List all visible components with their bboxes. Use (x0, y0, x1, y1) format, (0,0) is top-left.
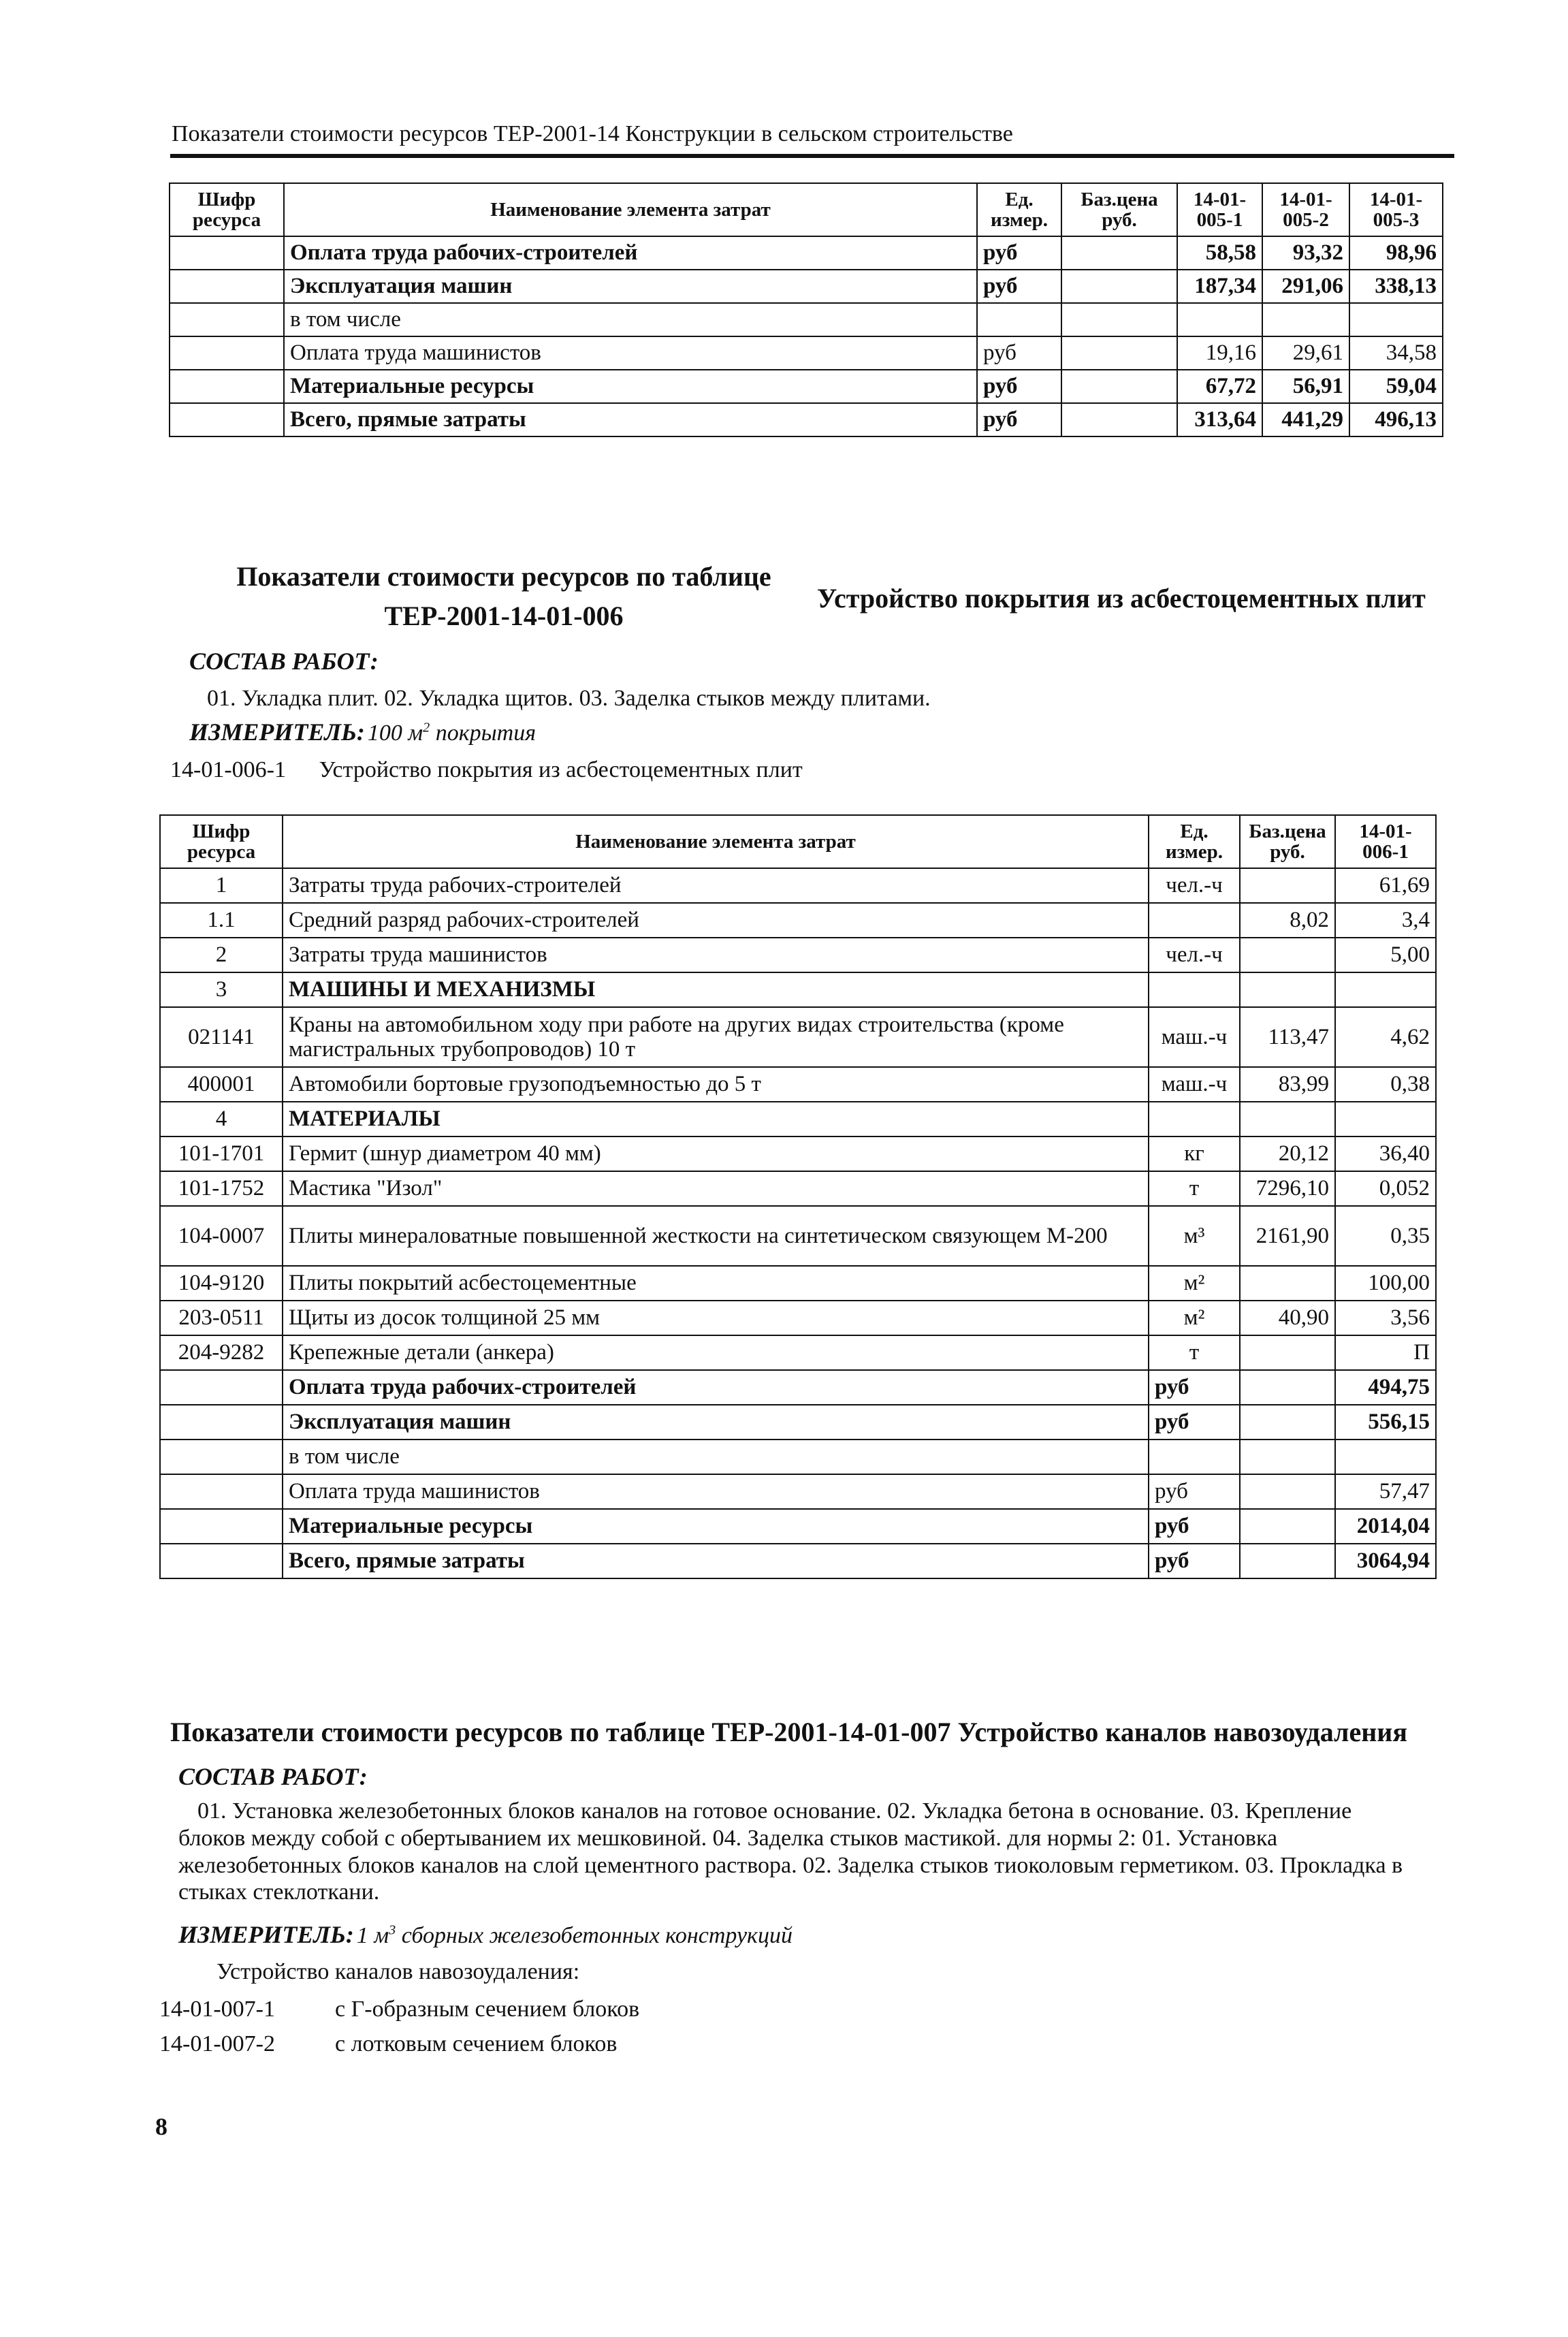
meter-label-006: ИЗМЕРИТЕЛЬ: (189, 718, 365, 746)
cell-code: 104-0007 (160, 1206, 283, 1266)
cell-name: в том числе (283, 1440, 1149, 1474)
cell-name: Плиты минераловатные повышенной жесткости на синтетическом связующем М-200 (283, 1206, 1149, 1266)
cell-code: 101-1752 (160, 1171, 283, 1206)
cell-value: 61,69 (1335, 868, 1436, 903)
cell-value: 34,58 (1349, 336, 1443, 370)
section-title-line-2: ТЕР-2001-14-01-006 (384, 601, 624, 631)
cell-price (1240, 1370, 1335, 1405)
cell-unit: руб (977, 270, 1061, 303)
col-header-norm: 14-01-006-1 (1335, 815, 1436, 868)
col-header-price: Баз.цена руб. (1240, 815, 1335, 868)
cell-price: 113,47 (1240, 1007, 1335, 1067)
cell-unit: кг (1149, 1136, 1240, 1171)
cell-code: 1.1 (160, 903, 283, 938)
cell-unit: руб (1149, 1474, 1240, 1509)
cell-price: 2161,90 (1240, 1206, 1335, 1266)
cell-price (1240, 1405, 1335, 1440)
table-row (160, 1206, 1436, 1266)
cell-price (1240, 972, 1335, 1007)
cell-unit: руб (977, 236, 1061, 270)
col-header-unit: Ед. измер. (1149, 815, 1240, 868)
cell-price: 83,99 (1240, 1067, 1335, 1102)
cell-unit: руб (977, 336, 1061, 370)
table-row (170, 270, 1443, 303)
cell-code: 2 (160, 938, 283, 972)
cell-unit: м² (1149, 1301, 1240, 1335)
cell-unit: маш.-ч (1149, 1067, 1240, 1102)
table-row (170, 370, 1443, 403)
cell-unit: маш.-ч (1149, 1007, 1240, 1067)
cell-name: в том числе (284, 303, 977, 336)
table-row (160, 1405, 1436, 1440)
table-row (160, 903, 1436, 938)
cell-unit: руб (1149, 1544, 1240, 1578)
cell-value: 187,34 (1177, 270, 1262, 303)
cell-value (1262, 303, 1349, 336)
cell-value: 0,052 (1335, 1171, 1436, 1206)
cell-code (160, 1440, 283, 1474)
cell-code: 203-0511 (160, 1301, 283, 1335)
section-title-006 (218, 557, 790, 636)
meter-line-007 (178, 1920, 793, 1949)
cell-code (160, 1370, 283, 1405)
cell-value: 100,00 (1335, 1266, 1436, 1301)
cell-unit: руб (1149, 1405, 1240, 1440)
works-text-007: 01. Установка железобетонных блоков каналов на готовое основание. 02. Укладка бетона в основание. 03. Крепление блоков между собой с обертыванием их мешковиной. 04. Заделка стыков мастикой. для нормы 2: 01. Установка железобетонных блоков каналов на слой цементного раствора. 02. Заделка стыков тиоколовым герметиком. 03. Прокладка в стыках стеклоткани. (178, 1798, 1403, 1905)
cell-value: 2014,04 (1335, 1509, 1436, 1544)
table-row (160, 938, 1436, 972)
table-row (160, 1474, 1436, 1509)
table-row (160, 1301, 1436, 1335)
cell-name: Затраты труда машинистов (283, 938, 1149, 972)
cell-price: 8,02 (1240, 903, 1335, 938)
cell-value: 56,91 (1262, 370, 1349, 403)
cell-unit: чел.-ч (1149, 868, 1240, 903)
cell-value: 338,13 (1349, 270, 1443, 303)
table-row (160, 1102, 1436, 1136)
cell-code: 4 (160, 1102, 283, 1136)
cell-value: 19,16 (1177, 336, 1262, 370)
cell-value: 494,75 (1335, 1370, 1436, 1405)
cell-value: 0,38 (1335, 1067, 1436, 1102)
cell-price: 40,90 (1240, 1301, 1335, 1335)
meter-value-007: 1 $м^3$ сборных железобетонных конструкций (356, 1922, 793, 1948)
table-body (160, 868, 1436, 1578)
cell-price (1061, 270, 1177, 303)
cell-name: Средний разряд рабочих-строителей (283, 903, 1149, 938)
cell-value: П (1335, 1335, 1436, 1370)
table-row (170, 236, 1443, 270)
cell-name: Оплата труда рабочих-строителей (284, 236, 977, 270)
table-row (170, 303, 1443, 336)
cell-name: Оплата труда рабочих-строителей (283, 1370, 1149, 1405)
cell-code: 104-9120 (160, 1266, 283, 1301)
cell-unit (977, 303, 1061, 336)
cell-unit: м³ (1149, 1206, 1240, 1266)
norm-item: 14-01-007-1 с Г-образным сечением блоков (159, 1997, 640, 2022)
cell-name: Плиты покрытий асбестоцементные (283, 1266, 1149, 1301)
cell-value: 93,32 (1262, 236, 1349, 270)
cell-price (1240, 1474, 1335, 1509)
table-row (160, 1509, 1436, 1544)
cell-price (1061, 403, 1177, 436)
table-row (160, 1370, 1436, 1405)
cell-price (1061, 303, 1177, 336)
cell-code (170, 303, 284, 336)
cell-unit (1149, 1102, 1240, 1136)
norm-name: Устройство покрытия из асбестоцементных плит (319, 757, 803, 782)
cell-name: Всего, прямые затраты (284, 403, 977, 436)
section-title-line-1: Показатели стоимости ресурсов по таблице (236, 561, 771, 592)
page-header-title: Показатели стоимости ресурсов ТЕР-2001-14 Конструкции в сельском строительстве (172, 121, 1013, 146)
cell-value: 291,06 (1262, 270, 1349, 303)
cell-unit (1149, 972, 1240, 1007)
cell-value: 3,56 (1335, 1301, 1436, 1335)
cell-value: 4,62 (1335, 1007, 1436, 1067)
cell-price: 7296,10 (1240, 1171, 1335, 1206)
cell-price: 20,12 (1240, 1136, 1335, 1171)
cell-name: МАШИНЫ И МЕХАНИЗМЫ (283, 972, 1149, 1007)
cell-value: 441,29 (1262, 403, 1349, 436)
cell-code (160, 1405, 283, 1440)
norm-code: 14-01-006-1 (170, 757, 286, 782)
cell-name: Крепежные детали (анкера) (283, 1335, 1149, 1370)
cell-price (1240, 1544, 1335, 1578)
cell-value (1335, 1440, 1436, 1474)
table-row (160, 1266, 1436, 1301)
cell-price (1240, 1266, 1335, 1301)
cell-code (160, 1509, 283, 1544)
table-row (160, 1136, 1436, 1171)
table-row (160, 1544, 1436, 1578)
col-header-code: Шифр ресурса (170, 183, 284, 236)
col-header-norm-3: 14-01-005-3 (1349, 183, 1443, 236)
cell-code: 3 (160, 972, 283, 1007)
cell-code: 400001 (160, 1067, 283, 1102)
cell-unit: руб (1149, 1509, 1240, 1544)
norm-item: 14-01-007-2 с лотковым сечением блоков (159, 2031, 618, 2056)
cell-value: 36,40 (1335, 1136, 1436, 1171)
cell-name: Гермит (шнур диаметром 40 мм) (283, 1136, 1149, 1171)
cell-price (1240, 1102, 1335, 1136)
cell-code: 101-1701 (160, 1136, 283, 1171)
cell-value: 556,15 (1335, 1405, 1436, 1440)
cell-code (170, 403, 284, 436)
table-body (170, 236, 1443, 436)
cell-code: 204-9282 (160, 1335, 283, 1370)
cell-unit: т (1149, 1335, 1240, 1370)
cell-name: Щиты из досок толщиной 25 мм (283, 1301, 1149, 1335)
cell-name: Материальные ресурсы (283, 1509, 1149, 1544)
cell-price (1240, 1440, 1335, 1474)
cell-value: 5,00 (1335, 938, 1436, 972)
intro-text-007: Устройство каналов навозоудаления: (217, 1959, 580, 1984)
cell-price (1061, 236, 1177, 270)
table-row (160, 1440, 1436, 1474)
col-header-unit: Ед. измер. (977, 183, 1061, 236)
table-row (160, 1007, 1436, 1067)
cell-name: Краны на автомобильном ходу при работе на других видах строительства (кроме магистральных трубопроводов) 10 т (283, 1007, 1149, 1067)
cell-name: МАТЕРИАЛЫ (283, 1102, 1149, 1136)
cell-code (160, 1544, 283, 1578)
cell-price (1240, 868, 1335, 903)
table-row (160, 1171, 1436, 1206)
cell-name: Автомобили бортовые грузоподъемностью до 5 т (283, 1067, 1149, 1102)
cell-name: Затраты труда рабочих-строителей (283, 868, 1149, 903)
cell-unit: т (1149, 1171, 1240, 1206)
cell-name: Мастика "Изол" (283, 1171, 1149, 1206)
works-label-007: СОСТАВ РАБОТ: (178, 1763, 368, 1790)
cell-price (1240, 1509, 1335, 1544)
cell-value (1335, 972, 1436, 1007)
cell-value: 0,35 (1335, 1206, 1436, 1266)
cell-unit (1149, 903, 1240, 938)
cell-unit: руб (977, 403, 1061, 436)
cell-unit: руб (977, 370, 1061, 403)
section-subtitle-006: Устройство покрытия из асбестоцементных плит (817, 583, 1426, 614)
cell-value: 59,04 (1349, 370, 1443, 403)
meter-value-006: 100 $м^2$ покрытия (367, 720, 537, 746)
header-rule (170, 154, 1454, 158)
col-header-price: Баз.цена руб. (1061, 183, 1177, 236)
cell-price (1061, 370, 1177, 403)
cell-name: Эксплуатация машин (283, 1405, 1149, 1440)
page-header (172, 121, 1452, 147)
works-text-006: 01. Укладка плит. 02. Укладка щитов. 03. Заделка стыков между плитами. (207, 686, 931, 711)
cell-price (1061, 336, 1177, 370)
cell-value: 98,96 (1349, 236, 1443, 270)
cell-unit: руб (1149, 1370, 1240, 1405)
cell-value (1177, 303, 1262, 336)
cell-value: 496,13 (1349, 403, 1443, 436)
cell-unit: м² (1149, 1266, 1240, 1301)
table-row (160, 868, 1436, 903)
norm-line-006 (170, 754, 803, 786)
cell-code (170, 270, 284, 303)
section-title-007: Показатели стоимости ресурсов по таблице ТЕР-2001-14-01-007 Устройство каналов навозоудаления (170, 1717, 1407, 1747)
col-header-name: Наименование элемента затрат (284, 183, 977, 236)
resource-cost-table-006 (159, 814, 1437, 1579)
cell-price (1240, 938, 1335, 972)
table-row (170, 336, 1443, 370)
meter-label-007: ИЗМЕРИТЕЛЬ: (178, 1921, 354, 1948)
table-header-row (160, 815, 1436, 868)
cell-name: Оплата труда машинистов (283, 1474, 1149, 1509)
col-header-code: Шифр ресурса (160, 815, 283, 868)
cell-code (160, 1474, 283, 1509)
cell-unit: чел.-ч (1149, 938, 1240, 972)
table-header-row (170, 183, 1443, 236)
col-header-norm-2: 14-01-005-2 (1262, 183, 1349, 236)
cell-value: 3,4 (1335, 903, 1436, 938)
cell-value (1335, 1102, 1436, 1136)
cell-name: Эксплуатация машин (284, 270, 977, 303)
cell-name: Всего, прямые затраты (283, 1544, 1149, 1578)
resource-cost-table-005 (169, 182, 1443, 437)
col-header-name: Наименование элемента затрат (283, 815, 1149, 868)
cell-value: 313,64 (1177, 403, 1262, 436)
cell-code: 1 (160, 868, 283, 903)
cell-value: 67,72 (1177, 370, 1262, 403)
table-row (160, 1335, 1436, 1370)
cell-unit (1149, 1440, 1240, 1474)
cell-name: Материальные ресурсы (284, 370, 977, 403)
norm-list-007 (159, 1992, 639, 2061)
cell-name: Оплата труда машинистов (284, 336, 977, 370)
meter-line-006 (189, 718, 536, 746)
cell-code (170, 336, 284, 370)
table-row (160, 972, 1436, 1007)
cell-value (1349, 303, 1443, 336)
cell-value: 58,58 (1177, 236, 1262, 270)
cell-value: 3064,94 (1335, 1544, 1436, 1578)
col-header-norm-1: 14-01-005-1 (1177, 183, 1262, 236)
works-label-006: СОСТАВ РАБОТ: (189, 648, 379, 675)
cell-value: 29,61 (1262, 336, 1349, 370)
cell-code (170, 370, 284, 403)
table-row (160, 1067, 1436, 1102)
page-number: 8 (155, 2113, 167, 2140)
cell-code: 021141 (160, 1007, 283, 1067)
table-row (170, 403, 1443, 436)
cell-value: 57,47 (1335, 1474, 1436, 1509)
cell-code (170, 236, 284, 270)
cell-price (1240, 1335, 1335, 1370)
